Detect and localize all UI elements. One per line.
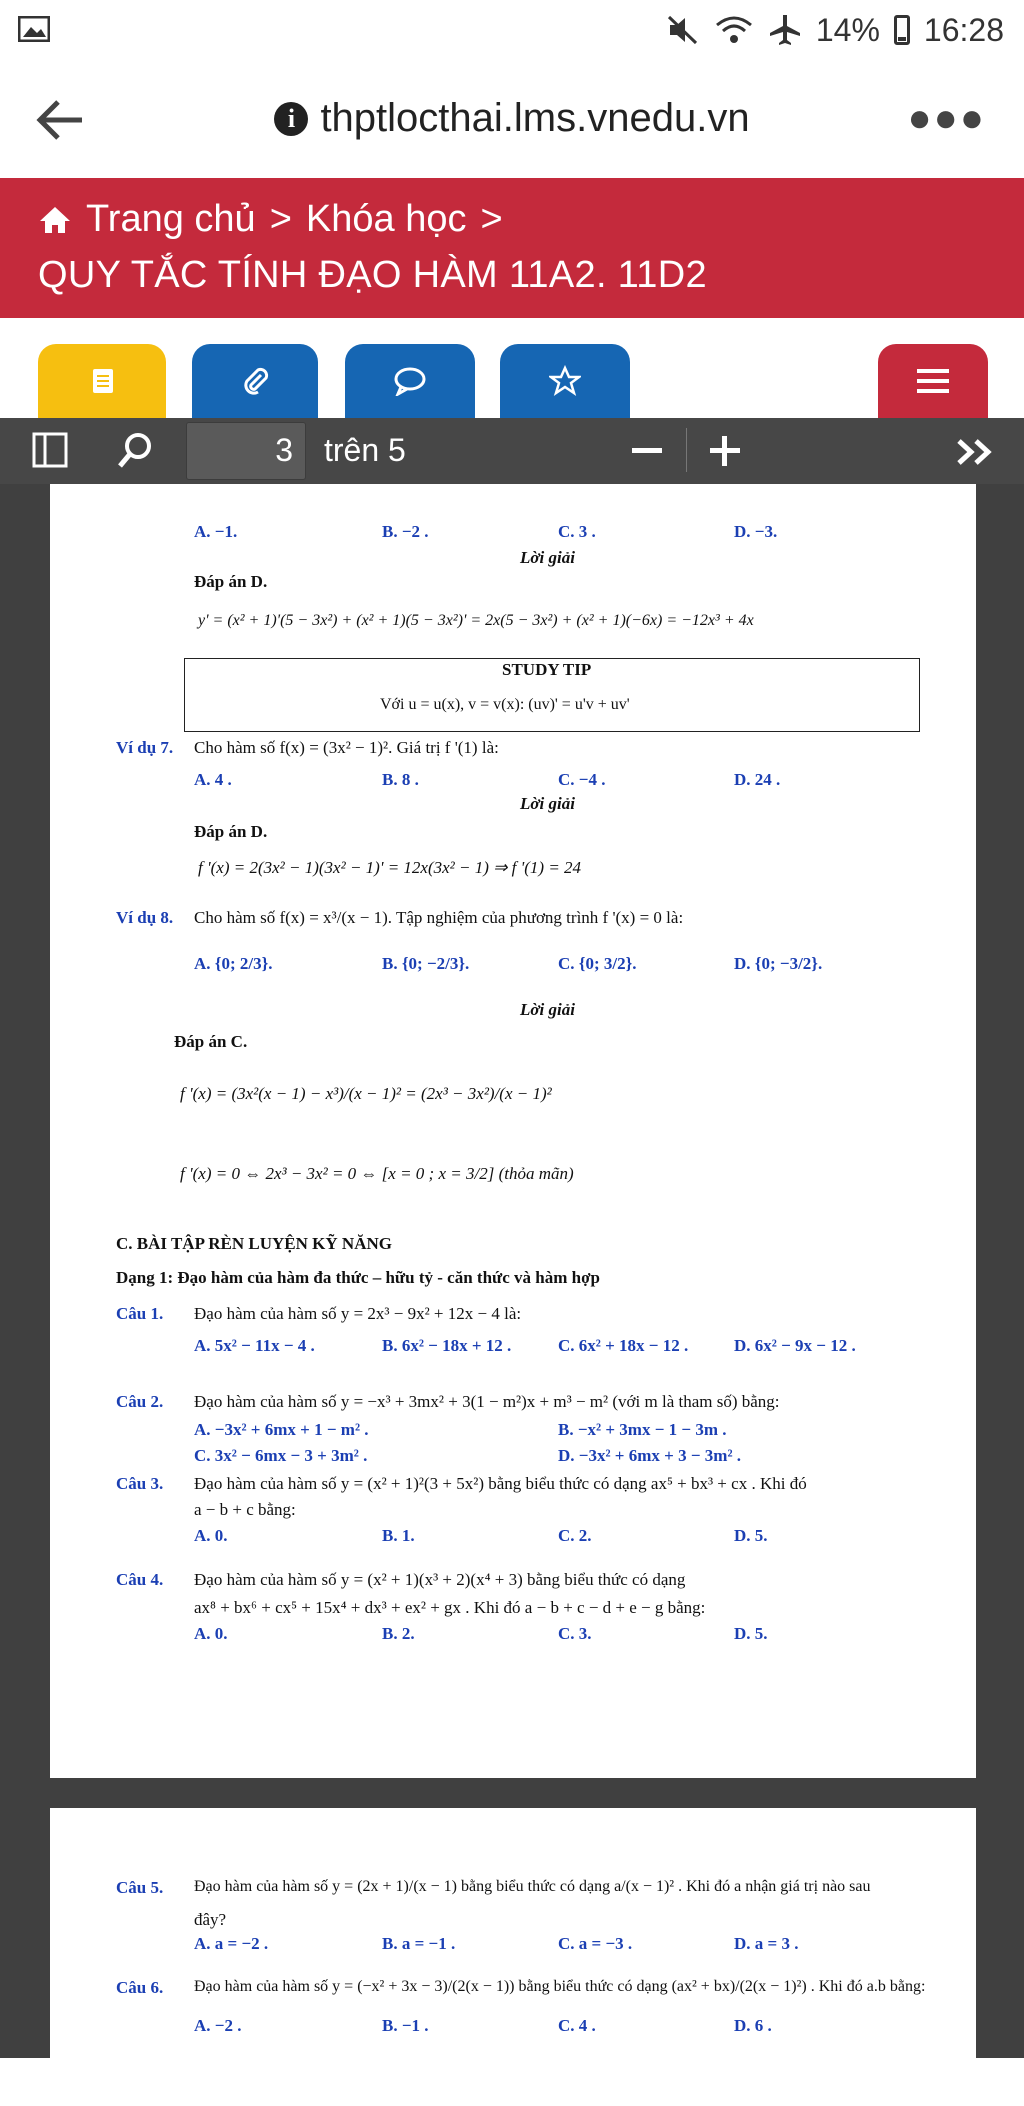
ex8-answer: Đáp án C. [174,1032,248,1051]
q6-option-b: B. −1 . [382,2016,429,2035]
q3-option-b: B. 1. [382,1526,415,1545]
q1-label: Câu 1. [116,1304,164,1323]
browser-url-bar [0,62,1024,178]
q5-label: Câu 5. [116,1878,164,1897]
zoom-out-icon[interactable] [632,448,662,454]
status-indicators [666,10,1004,50]
ex7-answer: Đáp án D. [194,822,268,841]
solution-heading: Lời giải [520,1000,575,1019]
q1-option-d: D. 6x² − 9x − 12 . [734,1336,856,1355]
q1-option-a: A. 5x² − 11x − 4 . [194,1336,315,1355]
page-number-input[interactable]: 3 [186,422,306,480]
favorite-button[interactable] [500,344,630,418]
q5-option-b: B. a = −1 . [382,1934,456,1953]
ex6-option-a: A. −1. [194,522,238,541]
q1-text: Đạo hàm của hàm số y = 2x³ − 9x² + 12x − 4 là: [194,1304,522,1323]
ex6-option-b: B. −2 . [382,522,429,541]
ex8-option-a: A. {0; 2/3}. [194,954,273,973]
breadcrumb-course-link[interactable]: Khóa học [305,198,467,240]
pdf-page-4 [50,1808,976,2058]
gallery-icon [18,16,50,42]
breadcrumb-home-link[interactable]: Trang chủ [86,198,256,240]
q3-text-cont: a − b + c bằng: [194,1500,296,1519]
url-text: thptlocthai.lms.vnedu.vn [320,96,750,140]
site-info-icon[interactable]: i [274,102,308,136]
q3-option-d: D. 5. [734,1526,768,1545]
wifi-icon [714,13,754,47]
q1-option-b: B. 6x² − 18x + 12 . [382,1336,512,1355]
ex7-option-a: A. 4 . [194,770,232,789]
q3-option-a: A. 0. [194,1526,228,1545]
q5-option-c: C. a = −3 . [558,1934,633,1953]
bottom-strip [0,2058,1024,2106]
site-header [0,178,1024,318]
study-tip-title: STUDY TIP [502,660,592,679]
q2-option-d: D. −3x² + 6mx + 3 − 3m² . [558,1446,742,1465]
q4-option-c: C. 3. [558,1624,592,1643]
q4-label: Câu 4. [116,1570,164,1589]
clock: 16:28 [923,11,1004,48]
q6-option-d: D. 6 . [734,2016,772,2035]
breadcrumb-separator: > [269,198,292,240]
q4-text-cont: ax⁸ + bx⁶ + cx⁵ + 15x⁴ + dx³ + ex² + gx . Khi đó a − b + c − d + e − g bằng: [194,1598,706,1617]
q4-option-d: D. 5. [734,1624,768,1643]
q1-option-c: C. 6x² + 18x − 12 . [558,1336,689,1355]
page-title: QUY TẮC TÍNH ĐẠO HÀM 11A2. 11D2 [38,254,707,296]
q4-text: Đạo hàm của hàm số y = (x² + 1)(x³ + 2)(x⁴ + 3) bằng biểu thức có dạng [194,1570,686,1589]
ex8-text: Cho hàm số f(x) = x³/(x − 1). Tập nghiệm của phương trình f '(x) = 0 là: [194,908,684,927]
ex7-option-d: D. 24 . [734,770,781,789]
ex8-formula-derivative: f '(x) = (3x²(x − 1) − x³)/(x − 1)² = (2x³ − 3x²)/(x − 1)² [180,1084,552,1103]
breadcrumb [38,198,503,241]
q2-label: Câu 2. [116,1392,164,1411]
q5-option-d: D. a = 3 . [734,1934,799,1953]
ex7-label: Ví dụ 7. [116,738,174,757]
more-tools-icon[interactable] [956,438,996,466]
sidebar-toggle-icon[interactable] [32,430,68,470]
ex8-option-c: C. {0; 3/2}. [558,954,637,973]
zoom-in-icon[interactable] [710,436,740,466]
q3-label: Câu 3. [116,1474,164,1493]
ex8-option-d: D. {0; −3/2}. [734,954,823,973]
action-tabs [0,318,1024,418]
solution-heading: Lời giải [520,548,575,567]
hamburger-icon [916,367,950,395]
ex7-option-c: C. −4 . [558,770,606,789]
home-icon[interactable] [38,205,72,235]
more-options-icon[interactable]: ●●● [907,96,986,140]
address-field[interactable] [0,96,1024,141]
q6-text: Đạo hàm của hàm số y = (−x² + 3x − 3)/(2(x − 1)) bằng biểu thức có dạng (ax² + bx)/(2(x − 1)²) . Khi đó a.b bằng: [194,1978,926,1995]
dang1-heading: Dạng 1: Đạo hàm của hàm đa thức – hữu tỷ - căn thức và hàm hợp [116,1268,600,1287]
q5-text-cont: đây? [194,1910,227,1929]
q3-option-c: C. 2. [558,1526,592,1545]
q4-option-a: A. 0. [194,1624,228,1643]
q2-option-c: C. 3x² − 6mx − 3 + 3m² . [194,1446,368,1465]
search-icon[interactable] [116,430,156,470]
q2-option-a: A. −3x² + 6mx + 1 − m² . [194,1420,369,1439]
q3-text: Đạo hàm của hàm số y = (x² + 1)²(3 + 5x²) bằng biểu thức có dạng ax⁵ + bx³ + cx . Khi đó [194,1474,807,1493]
section-c-heading: C. BÀI TẬP RÈN LUYỆN KỸ NĂNG [116,1234,392,1253]
battery-percent: 14% [815,11,880,48]
comment-button[interactable] [345,344,475,418]
menu-button[interactable] [878,344,988,418]
ex6-option-c: C. 3 . [558,522,596,541]
q4-option-b: B. 2. [382,1624,415,1643]
battery-icon [894,15,910,45]
solution-heading: Lời giải [520,794,575,813]
speech-bubble-icon [393,366,427,396]
attachment-button[interactable] [192,344,318,418]
ex7-formula: f '(x) = 2(3x² − 1)(3x² − 1)' = 12x(3x² − 1) ⇒ f '(1) = 24 [198,858,582,877]
q2-option-b: B. −x² + 3mx − 1 − 3m . [558,1420,727,1439]
ex7-option-b: B. 8 . [382,770,419,789]
pdf-viewer[interactable] [0,484,1024,2058]
status-bar [0,0,1024,62]
q6-option-a: A. −2 . [194,2016,242,2035]
ex6-answer: Đáp án D. [194,572,268,591]
mute-icon [666,13,700,47]
ex8-formula-solve: f '(x) = 0 ⇔ 2x³ − 3x² = 0 ⇔ [x = 0 ; x = 3/2] (thỏa mãn) [180,1164,574,1183]
study-tip-text: Với u = u(x), v = v(x): (uv)' = u'v + uv' [380,696,630,713]
ex8-label: Ví dụ 8. [116,908,174,927]
toolbar-divider [686,428,687,472]
paperclip-icon [239,365,271,397]
ex6-option-d: D. −3. [734,522,778,541]
ex6-formula: y' = (x² + 1)'(5 − 3x²) + (x² + 1)(5 − 3x²)' = 2x(5 − 3x²) + (x² + 1)(−6x) = −12x³ + 4x [198,612,754,629]
notebook-icon [87,366,117,396]
notes-button[interactable] [38,344,166,418]
q2-text: Đạo hàm của hàm số y = −x³ + 3mx² + 3(1 − m²)x + m³ − m² (với m là tham số) bằng: [194,1392,780,1411]
ex8-option-b: B. {0; −2/3}. [382,954,470,973]
pdf-page-3 [50,484,976,1778]
q6-option-c: C. 4 . [558,2016,596,2035]
page-count-label: trên 5 [324,432,406,468]
q6-label: Câu 6. [116,1978,164,1997]
q5-option-a: A. a = −2 . [194,1934,269,1953]
pdf-toolbar [0,418,1024,484]
breadcrumb-separator: > [480,198,503,240]
star-icon [549,365,581,397]
airplane-icon [768,13,802,47]
q5-text: Đạo hàm của hàm số y = (2x + 1)/(x − 1) bằng biểu thức có dạng a/(x − 1)² . Khi đó a nhận giá trị nào sau [194,1878,871,1895]
ex7-text: Cho hàm số f(x) = (3x² − 1)². Giá trị f '(1) là: [194,738,499,757]
